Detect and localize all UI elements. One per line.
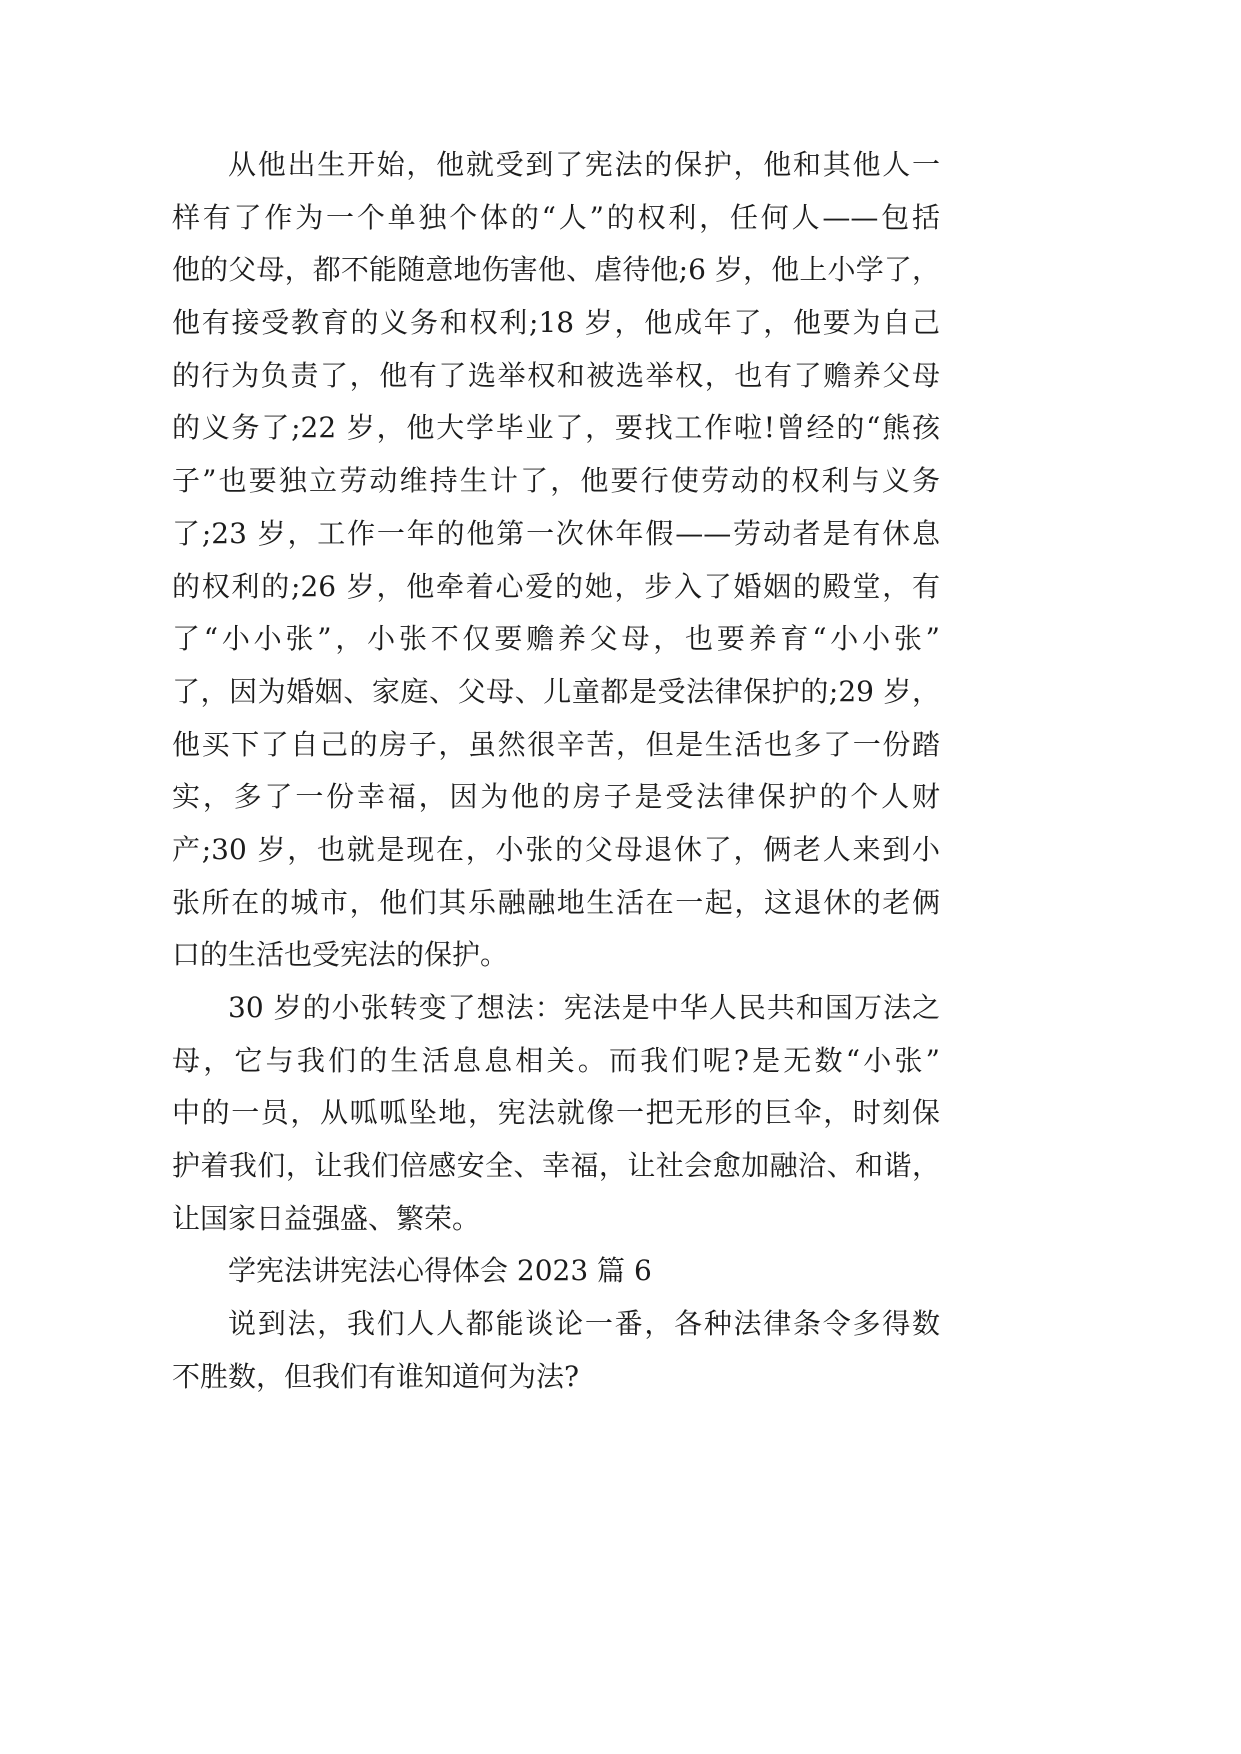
paragraph: [172, 1298, 940, 1403]
text-line: 说到法，我们人人都能谈论一番，各种法律条令多得数: [228, 1307, 940, 1341]
text-line: 不胜数，但我们有谁知道何为法?: [172, 1359, 580, 1393]
text-line: 样有了作为一个单独个体的“人”的权利，任何人——包括: [172, 200, 940, 234]
text-line: 子”也要独立劳动维持生计了，他要行使劳动的权利与义务: [172, 464, 940, 498]
paragraph: [172, 982, 940, 1245]
text-line: 了;23 岁，工作一年的他第一次休年假——劳动者是有休息: [172, 516, 940, 550]
text-line: 了，因为婚姻、家庭、父母、儿童都是受法律保护的;29 岁，: [172, 674, 940, 708]
text-line: 母，它与我们的生活息息相关。而我们呢?是无数“小张”: [172, 1043, 940, 1077]
text-line: 张所在的城市，他们其乐融融地生活在一起，这退休的老俩: [172, 885, 940, 919]
text-line: 的行为负责了，他有了选举权和被选举权，也有了赡养父母: [172, 358, 940, 392]
section-heading: 学宪法讲宪法心得体会 2023 篇 6: [228, 1254, 652, 1288]
text-line: 中的一员，从呱呱坠地，宪法就像一把无形的巨伞，时刻保: [172, 1096, 940, 1130]
text-line: 产;30 岁，也就是现在，小张的父母退休了，俩老人来到小: [172, 832, 940, 866]
text-line: 他有接受教育的义务和权利;18 岁，他成年了，他要为自己: [172, 306, 940, 340]
text-line: 了“小小张”，小张不仅要赡养父母，也要养育“小小张”: [172, 622, 940, 656]
text-line: 让国家日益强盛、繁荣。: [172, 1201, 481, 1235]
text-line: 他买下了自己的房子，虽然很辛苦，但是生活也多了一份踏: [172, 727, 940, 761]
paragraph: [172, 139, 940, 982]
text-line: 护着我们，让我们倍感安全、幸福，让社会愈加融洽、和谐，: [172, 1149, 940, 1183]
text-line: 的义务了;22 岁，他大学毕业了，要找工作啦!曾经的“熊孩: [172, 411, 940, 445]
text-line: 他的父母，都不能随意地伤害他、虐待他;6 岁，他上小学了，: [172, 253, 940, 287]
text-line: 实，多了一份幸福，因为他的房子是受法律保护的个人财: [172, 780, 940, 814]
document-body: [172, 139, 940, 1404]
text-line: 30 岁的小张转变了想法：宪法是中华人民共和国万法之: [228, 991, 940, 1024]
text-line: 口的生活也受宪法的保护。: [172, 938, 509, 972]
text-line: 的权利的;26 岁，他牵着心爱的她，步入了婚姻的殿堂，有: [172, 569, 940, 603]
text-line: 从他出生开始，他就受到了宪法的保护，他和其他人一: [228, 148, 940, 181]
